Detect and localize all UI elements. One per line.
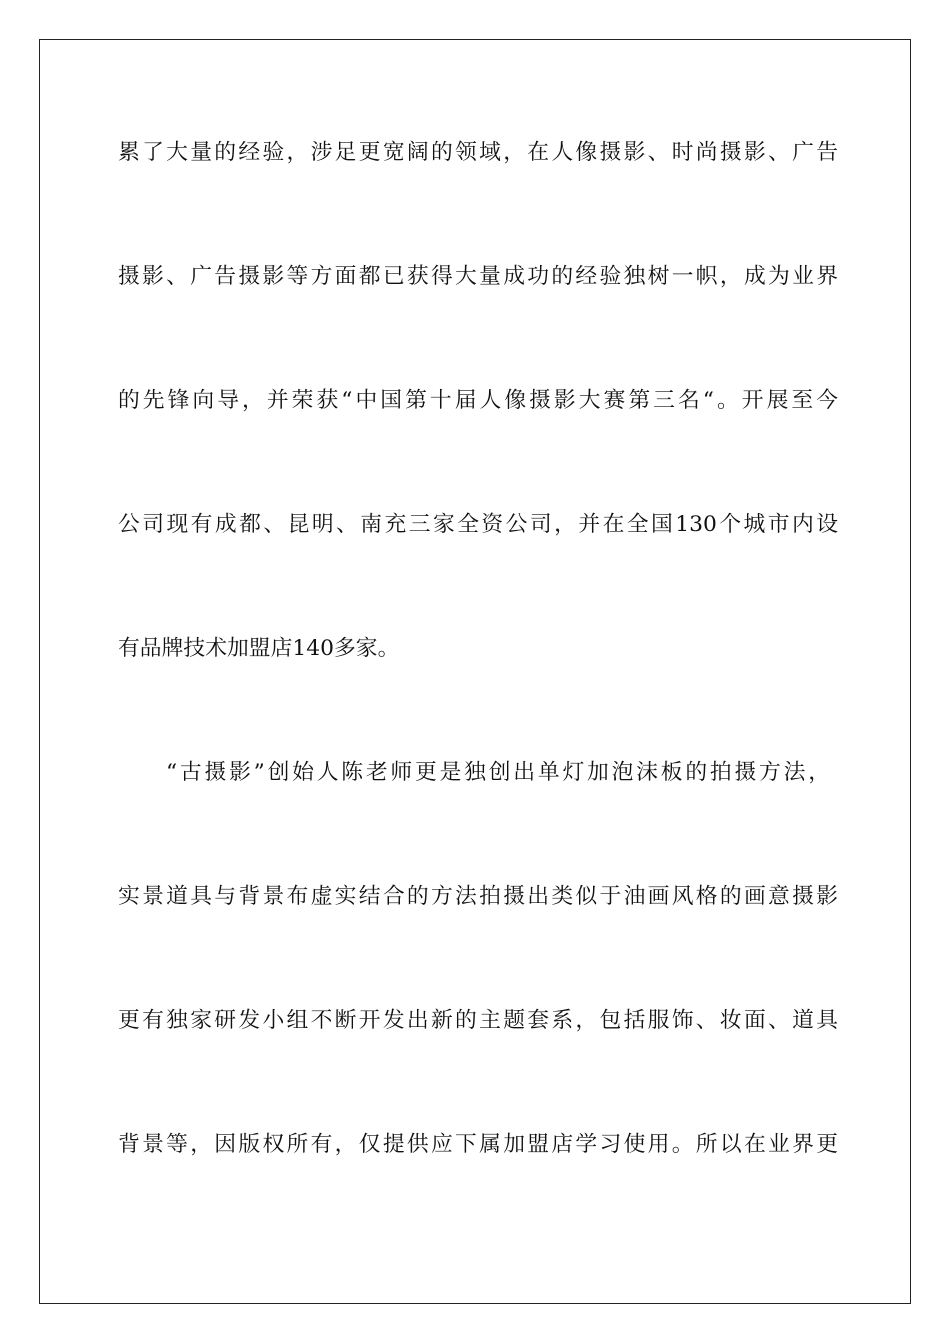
body-text-line-5: 有品牌技术加盟店140多家。 xyxy=(118,636,400,661)
body-text-line-8: 更有独家研发小组不断开发出新的主题套系，包括服饰、妆面、道具 xyxy=(118,1008,838,1033)
body-text-line-7: 实景道具与背景布虚实结合的方法拍摄出类似于油画风格的画意摄影 xyxy=(118,884,838,909)
page-border xyxy=(39,39,911,1304)
paragraph-2-first-line: “古摄影”创始人陈老师更是独创出单灯加泡沫板的拍摄方法， xyxy=(166,760,830,785)
body-text-line-1: 累了大量的经验，涉足更宽阔的领域，在人像摄影、时尚摄影、广告 xyxy=(118,140,838,165)
body-text-line-3: 的先锋向导，并荣获“中国第十届人像摄影大赛第三名“。开展至今 xyxy=(118,388,838,413)
body-text-line-4: 公司现有成都、昆明、南充三家全资公司，并在全国130个城市内设 xyxy=(118,512,838,537)
body-text-line-9: 背景等，因版权所有，仅提供应下属加盟店学习使用。所以在业界更 xyxy=(118,1132,838,1157)
body-text-line-2: 摄影、广告摄影等方面都已获得大量成功的经验独树一帜，成为业界 xyxy=(118,264,838,289)
